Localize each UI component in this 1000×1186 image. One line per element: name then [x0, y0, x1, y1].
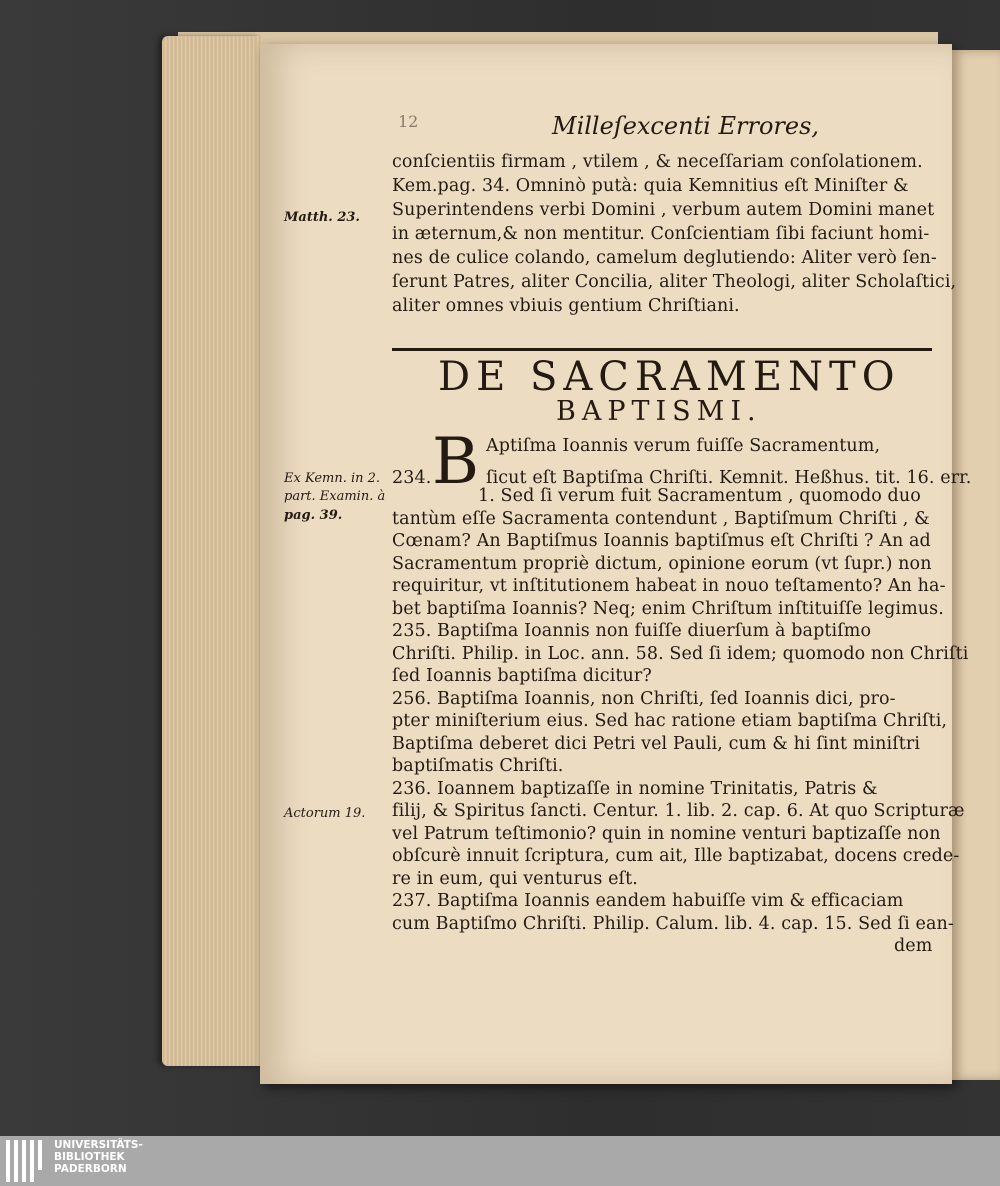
library-footer [0, 1136, 1000, 1186]
section-rule [392, 348, 932, 351]
library-logo-icon [6, 1140, 46, 1182]
text-line: in æternum,& non mentitur. Conſcientiam ſibi faciunt homi- [392, 224, 930, 244]
page-number: 12 [398, 112, 419, 131]
text-line: Kem.pag. 34. Omninò putà: quia Kemnitius eſt Miniſter & [392, 176, 909, 196]
text-line: Sacramentum propriè dictum, opinione eorum (vt ſupr.) non [392, 553, 932, 574]
text-line: 237. Baptiſma Ioannis eandem habuiſſe vim & efficaciam [392, 891, 904, 911]
text-line: requiritur, vt inſtitutionem habeat in nouo teſtamento? An ha- [392, 576, 946, 596]
margin-note-matth: Matth. 23. [284, 210, 360, 225]
text-line: re in eum, qui venturus eſt. [392, 868, 638, 889]
text-line: aliter omnes vbiuis gentium Chriſtiani. [392, 296, 740, 316]
text-line: obſcurè innuit ſcriptura, cum ait, Ille baptizabat, docens crede- [392, 846, 960, 866]
text-line: Baptiſma deberet dici Petri vel Pauli, cum & hi ſint miniſtri [392, 733, 921, 754]
text-line: filij, & Spiritus ſancti. Centur. 1. lib. 2. cap. 6. At quo Scripturæ [392, 801, 965, 821]
paragraph-number-234: 234. [392, 468, 432, 488]
text-line: baptiſmatis Chriſti. [392, 756, 564, 776]
text-line: 1. Sed ſi verum fuit Sacramentum , quomodo duo [478, 486, 921, 506]
text-line: 236. Ioannem baptizaſſe in nomine Trinitatis, Patris & [392, 778, 878, 799]
margin-note-actorum: Actorum 19. [284, 806, 366, 821]
text-line: cum Baptiſmo Chriſti. Philip. Calum. lib. 4. cap. 15. Sed ſi ean- [392, 913, 954, 934]
library-name: UNIVERSITÄTS- BIBLIOTHEK PADERBORN [54, 1139, 143, 1175]
text-line: Aptiſma Ioannis verum fuiſſe Sacramentum, [486, 436, 881, 456]
text-line: pter miniſterium eius. Sed hac ratione etiam baptiſma Chriſti, [392, 711, 948, 731]
book-page-edges [162, 36, 262, 1066]
text-line: 256. Baptiſma Ioannis, non Chriſti, ſed Ioannis dici, pro- [392, 688, 896, 709]
margin-note-kemn-1: Ex Kemn. in 2. [284, 471, 381, 486]
text-line: nes de culice colando, camelum deglutiendo: Aliter verò ſen- [392, 248, 937, 268]
section-title: DE SACRAMENTO [438, 354, 901, 400]
text-line: vel Patrum teſtimonio? quin in nomine venturi baptizaſſe non [392, 823, 941, 844]
text-line: ſed Ioannis baptiſma dicitur? [392, 666, 652, 686]
margin-note-kemn-3: pag. 39. [284, 508, 343, 523]
text-line: Superintendens verbi Domini , verbum autem Domini manet [392, 200, 935, 220]
text-line: 235. Baptiſma Ioannis non fuiſſe diuerſum à baptiſmo [392, 621, 872, 641]
text-line: ſicut eſt Baptiſma Chriſti. Kemnit. Heßhus. tit. 16. err. [486, 468, 972, 488]
text-line: Cœnam? An Baptiſmus Ioannis baptiſmus eſt Chriſti ? An ad [392, 531, 931, 551]
running-head: Milleſexcenti Errores, [552, 112, 820, 140]
text-line: tantùm eſſe Sacramenta contendunt , Baptiſmum Chriſti , & [392, 508, 930, 529]
text-line: Chriſti. Philip. in Loc. ann. 58. Sed ſi idem; quomodo non Chriſti [392, 643, 969, 664]
drop-capital: B [432, 425, 480, 499]
text-line: ſerunt Patres, aliter Concilia, aliter Theologi, aliter Scholaſtici, [392, 272, 957, 292]
text-line: bet baptiſma Ioannis? Neq; enim Chriſtum inſtituiſſe legimus. [392, 598, 944, 619]
section-subtitle: BAPTISMI. [556, 396, 762, 427]
text-line: dem [894, 936, 933, 956]
text-line: conſcientiis firmam , vtilem , & neceſſariam conſolationem. [392, 152, 923, 172]
margin-note-kemn-2: part. Examin. à [284, 489, 386, 504]
facing-page-edge [952, 50, 1000, 1080]
